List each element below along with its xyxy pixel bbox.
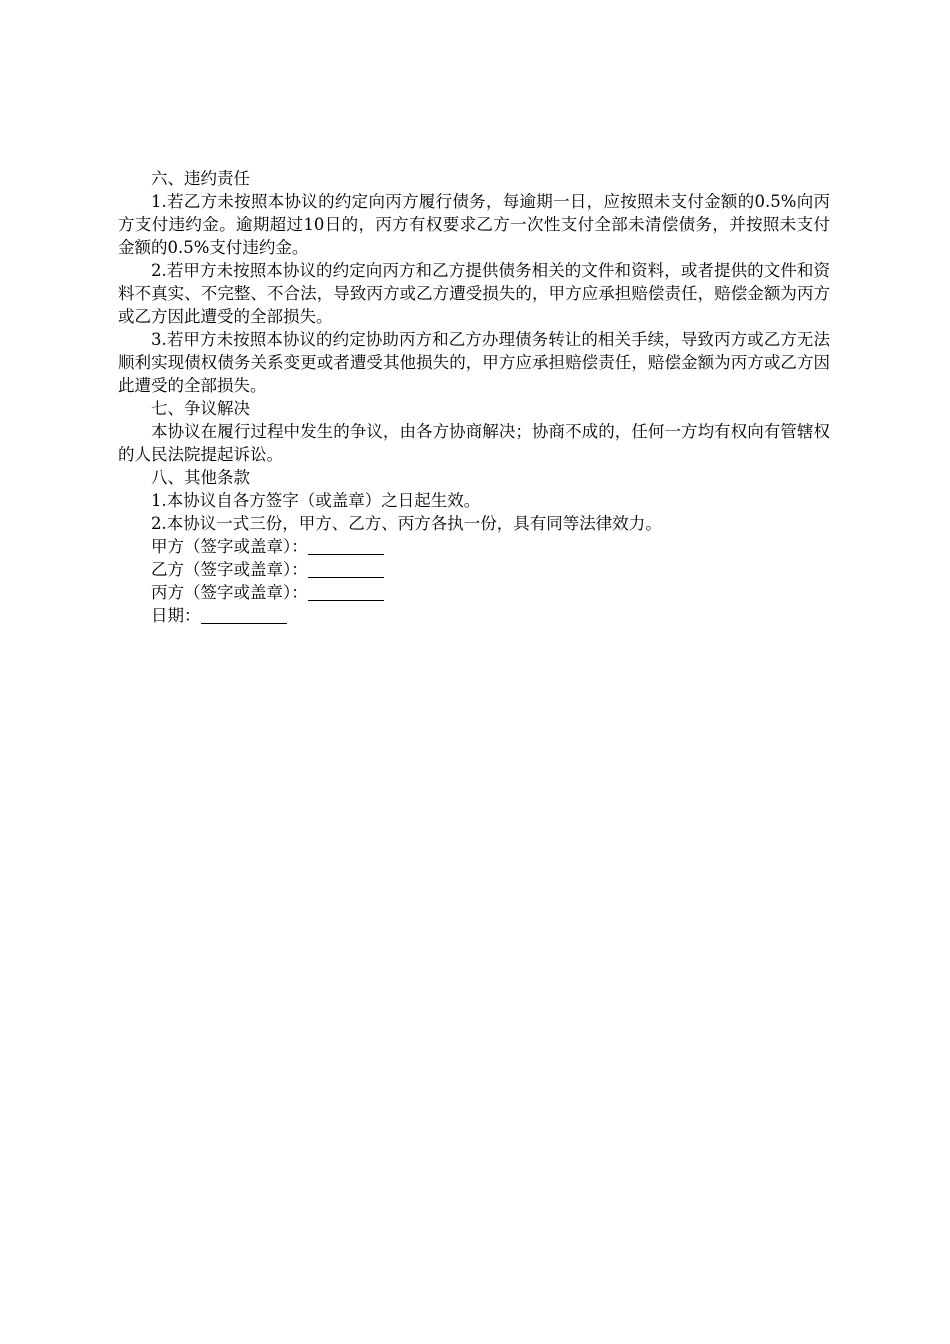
signature-label-party-a: 甲方（签字或盖章）： — [151, 537, 308, 556]
date-label: 日期： — [151, 606, 201, 625]
signature-line-party-a — [118, 535, 830, 558]
section-heading-other: 八、其他条款 — [151, 468, 250, 487]
signature-line-party-c — [118, 581, 830, 604]
date-blank[interactable] — [201, 607, 287, 624]
signature-blank-party-c[interactable] — [308, 584, 384, 601]
clause-other-2: 2.本协议一式三份，甲方、乙方、丙方各执一份，具有同等法律效力。 — [151, 514, 662, 533]
clause-other-1: 1.本协议自各方签字（或盖章）之日起生效。 — [151, 491, 481, 510]
signature-label-party-b: 乙方（签字或盖章）： — [151, 560, 308, 579]
document-body — [118, 167, 830, 627]
section-heading-dispute: 七、争议解决 — [151, 399, 250, 418]
date-line — [118, 604, 830, 627]
clause-dispute: 本协议在履行过程中发生的争议，由各方协商解决；协商不成的，任何一方均有权向有管辖权的人民法院提起诉讼。 — [118, 422, 830, 464]
clause-breach-3: 3.若甲方未按照本协议的约定协助丙方和乙方办理债务转让的相关手续，导致丙方或乙方无法顺利实现债权债务关系变更或者遭受其他损失的，甲方应承担赔偿责任，赔偿金额为丙方或乙方因此遭受的全部损失。 — [118, 330, 830, 395]
clause-breach-2: 2.若甲方未按照本协议的约定向丙方和乙方提供债务相关的文件和资料，或者提供的文件和资料不真实、不完整、不合法，导致丙方或乙方遭受损失的，甲方应承担赔偿责任，赔偿金额为丙方或乙方因此遭受的全部损失。 — [118, 261, 830, 326]
section-heading-breach: 六、违约责任 — [151, 169, 250, 188]
clause-breach-1: 1.若乙方未按照本协议的约定向丙方履行债务，每逾期一日，应按照未支付金额的0.5%向丙方支付违约金。逾期超过10日的，丙方有权要求乙方一次性支付全部未清偿债务，并按照未支付金额的0.5%支付违约金。 — [118, 192, 830, 257]
signature-blank-party-b[interactable] — [308, 561, 384, 578]
signature-line-party-b — [118, 558, 830, 581]
signature-label-party-c: 丙方（签字或盖章）： — [151, 583, 308, 602]
signature-blank-party-a[interactable] — [308, 538, 384, 555]
